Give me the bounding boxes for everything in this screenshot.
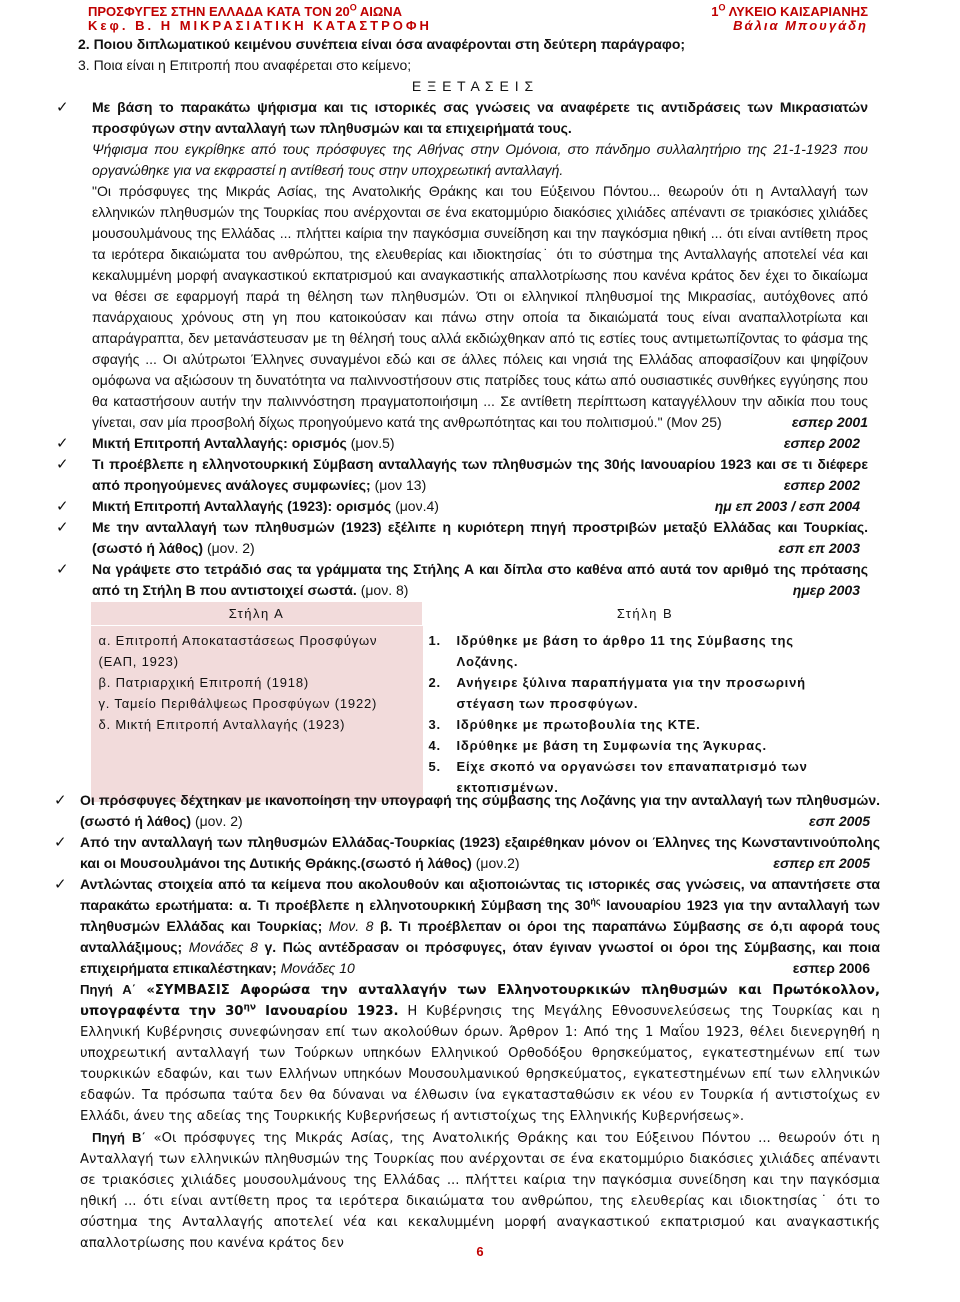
column-b-item: 4. Ιδρύθηκε με βάση τη Συμφωνία της Άγκυρας. — [428, 738, 767, 753]
check-icon: ✓ — [56, 561, 69, 578]
source-b — [58, 1127, 880, 1254]
exam-item-2: ✓ Μικτή Επιτροπή Ανταλλαγής: ορισμός (μον.5) εσπερ 2002 — [56, 435, 860, 452]
exam-tag: εσπερ 2006 — [792, 960, 870, 976]
document-body-lower — [54, 790, 881, 1254]
source-b-label: Πηγή Β΄ — [92, 1130, 146, 1145]
item-question: Με βάση το παρακάτω ψήφισμα και τις ιστορικές σας γνώσεις να αναφέρετε τις αντιδράσεις των Μικρασιατών προσφύγων στην ανταλλαγή των πληθυσμών και τα επιχειρήματά τους. — [92, 99, 868, 136]
check-icon: ✓ — [56, 519, 69, 536]
check-icon: ✓ — [54, 834, 67, 851]
exam-item-6: ✓ Να γράψετε στο τετράδιό σας τα γράμματα της Στήλης Α και δίπλα στο καθένα από αυτά τον αριθμό της πρότασης από τη Στήλη Β που αντιστοιχεί σωστά. (μον. 8) ημερ 2003 — [78, 559, 868, 601]
column-b-item: 3. Ιδρύθηκε με πρωτοβουλία της ΚΤΕ. — [428, 717, 701, 732]
exam-tag: ημερ 2003 — [792, 582, 860, 598]
column-b-header: Στήλη Β — [423, 602, 868, 626]
source-a-label: Πηγή Α΄ — [80, 982, 137, 997]
check-icon: ✓ — [56, 435, 69, 452]
column-b-list — [423, 626, 868, 803]
column-a-item: γ. Ταμείο Περιθάλψεως Προσφύγων (1922) — [98, 696, 378, 711]
exam-item-8: ✓ Από την ανταλλαγή των πληθυσμών Ελλάδας-Τουρκίας (1923) εξαιρέθηκαν μόνον οι Έλληνες της Κωνσταντινούπολης και οι Μουσουλμάνοι της Δυτικής Θράκης.(σωστό ή λάθος) (μον.2) εσπερ επ 2005 — [58, 832, 880, 874]
column-a-item: δ. Μικτή Επιτροπή Ανταλλαγής (1923) — [98, 717, 346, 732]
column-a-item: β. Πατριαρχική Επιτροπή (1918) — [98, 675, 309, 690]
exam-tag: ημ επ 2003 / εσπ 2004 — [714, 498, 860, 514]
column-b-item: 1. Ιδρύθηκε με βάση το άρθρο 11 της Σύμβασης της Λοζάνης. — [428, 633, 794, 669]
document-body — [56, 34, 868, 802]
exam-tag: εσπερ 2002 — [783, 435, 860, 451]
exam-item-7: ✓ Οι πρόσφυγες δέχτηκαν με ικανοποίηση την υπογραφή της σύμβασης της Λοζάνης για την ανταλλαγή των πληθυσμών. (σωστό ή λάθος) (μον. 2) εσπ 2005 — [58, 790, 880, 832]
exam-tag: εσπερ επ 2005 — [773, 855, 870, 871]
source-a: Πηγή Α΄ «ΣΥΜΒΑΣΙΣ Αφορώσα την ανταλλαγήν των Ελληνοτουρκικών πληθυσμών και Πρωτόκολλον, υπογραφέντα την $30^{\eta\nu}$ Ιανουαρίου 1923. Η Κυβέρνησις της Μεγάλης Εθνοσυνελεύσεως της Τουρκίας και η Ελληνική Κυβέρνησις συνεφώνησαν επί των ακολούθων όρων. Άρθρον 1: Από της 1 Μαΐου 1923, θέλει διενεργηθή η υποχρεωτική ανταλλαγή των Τούρκων υπηκόων Ελληνικού Ορθοδόξου θρησκεύματος, εγκατεστημένων επί των τουρκικών εδαφών, και των Ελλήνων υπηκόων Μουσουλμανικού θρησκεύματος, εγκατεστημένων επί των ελληνικών εδαφών. Τα πρόσωπα ταύτα δεν θα δύναναι να έλθωσιν ίνα εγκατασταθώσιν εκ νέου εν Τουρκία ή αντιστοίχως εν Ελλάδι, άνευ της αδείας της Τουρκικής Κυβερνήσεως ή αντιστοίχως της Ελληνικής Κυβερνήσεως». — [80, 982, 880, 1124]
exam-tag: εσπερ 2001 — [791, 414, 868, 430]
question-2: 2. Ποιου διπλωματικού κειμένου συνέπεια είναι όσα αναφέρονται στη δεύτερη παράγραφο; — [78, 36, 686, 52]
column-a-header: Στήλη Α — [91, 602, 423, 626]
check-icon: ✓ — [56, 456, 69, 473]
check-icon: ✓ — [56, 498, 69, 515]
exam-item-9: ✓ Αντλώντας στοιχεία από τα κείμενα που ακολουθούν και αξιοποιώντας τις ιστορικές σας γνώσεις, να απαντήσετε στα παρακάτω ερωτήματα: α. Τι προέβλεπε η ελληνοτουρκική Σύμβαση της $30^{ή\varsigma}$ Ιανουαρίου 1923 για την ανταλλαγή των πληθυσμών Ελλάδας και Τουρκίας; Μον. 8 β. Τι προέβλεπαν οι όροι της παραπάνω Σύμβασης σε ό,τι αφορά τους ανταλλάξιμους; Μονάδες 8 γ. Πώς αντέδρασαν οι πρόσφυγες, όταν έγιναν γνωστοί οι όροι της Σύμβασης, και ποια επιχειρήματα επικαλέστηκαν; Μονάδες 10 εσπερ 2006 — [58, 874, 880, 979]
column-a-item: α. Επιτροπή Αποκαταστάσεως Προσφύγων (ΕΑΠ, 1923) — [98, 633, 378, 669]
source-a-text: Η Κυβέρνησις της Μεγάλης Εθνοσυνελεύσεως της Τουρκίας και η Ελληνική Κυβέρνησις συνεφώνησαν επί των ακολούθων όρων. Άρθρον 1: Από της 1 Μαΐου 1923, θέλει διενεργηθή η υποχρεωτική ανταλλαγή των Τούρκων υπηκόων Ελληνικού Ορθοδόξου θρησκεύματος, εγκατεστημένων επί των τουρκικών εδαφών, και των Ελλήνων υπηκόων Μουσουλμανικού θρησκεύματος, εγκατεστημένων επί των ελληνικών εδαφών. Τα πρόσωπα ταύτα δεν θα δύναναι να έλθωσιν ίνα εγκατασταθώσιν εκ νέου εν Τουρκία ή αντιστοίχως εν Ελλάδι, άνευ της αδείας της Τουρκικής Κυβερνήσεως ή αντιστοίχως της Ελληνικής Κυβερνήσεως». — [80, 1004, 880, 1124]
header-author: Βάλια Μπουγάδη — [733, 18, 868, 33]
source-b-text: «Οι πρόσφυγες της Μικράς Ασίας, της Ανατολικής Θράκης και του Εύξεινου Πόντου ... θεωρούν ότι η Ανταλλαγή των ελληνικών πληθυσμών της Τουρκίας που ανέρχονται σε ένα εκατομμύριο διακόσιες χιλιάδες απέναντι σε τριακόσιες χιλιάδες μουσουλμάνους της Ελλάδας ... πλήττει καίρια την παγκόσμια συνείδηση και την παγκόσμια ηθική ... ότι είναι αντίθετη προς τα ιερότερα δικαιώματα του ανθρώπου, της ελευθερίας και ιδιοκτησίας˙ ότι το σύστημα της Ανταλλαγής αποτελεί νέα και κεκαλυμμένη μορφή αναγκαστικού εκπατρισμού και αναγκαστικής απαλλοτρίωσης που κανένα κράτος δεν — [80, 1131, 880, 1251]
exam-item-1 — [56, 97, 868, 433]
header-chapter: Κεφ. Β. Η ΜΙΚΡΑΣΙΑΤΙΚΗ ΚΑΤΑΣΤΡΟΦΗ — [88, 18, 432, 33]
exam-tag: εσπερ 2002 — [783, 477, 860, 493]
header-school: $1^O$ ΛΥΚΕΙΟ ΚΑΙΣΑΡΙΑΝΗΣ — [711, 2, 868, 19]
column-a-list — [91, 626, 423, 803]
check-icon: ✓ — [54, 876, 67, 893]
item-quote: "Οι πρόσφυγες της Μικράς Ασίας, της Ανατολικής Θράκης και του Εύξεινου Πόντου... θεωρούν ότι η Ανταλλαγή των ελληνικών πληθυσμών της Τουρκίας που ανέρχονται σε ένα εκατομμύριο διακόσιες χιλιάδες απέναντι σε τριακόσιες χιλιάδες μουσουλμάνους της Ελλάδας ... πλήττει καίρια την παγκόσμια συνείδηση και την παγκόσμια ηθική ... ότι είναι αντίθετη προς τα ιερότερα δικαιώματα του ανθρώπου, της ελευθερίας και ιδιοκτησίας˙ ότι το σύστημα της Ανταλλαγής αποτελεί νέα και κεκαλυμμένη μορφή αναγκαστικού εκπατρισμού και αναγκαστικής απαλλοτρίωσης που κανένα κράτος δεν έχει το δικαίωμα να θέσει σε εφαρμογή παρά τη θέληση των πληθυσμών. Ότι οι ελληνικοί πληθυσμοί της Μικρασίας, αυτόχθονες από πανάρχαιους χρόνους στη γη που κατοικούσαν και πάνω στην οποία τα δικαιώματά τους είναι αναπαλλοτρίωτα και απαράγραπτα, δεν μετανάστευσαν με τη θέλησή τους αλλά εκδιώχθηκαν από τις εστίες τους αντιμετωπίζοντας το φάσμα της σφαγής ... Οι αλύτρωτοι Έλληνες συναγμένοι εδώ και σε άλλες πόλεις και νησιά της Ελλάδας αποφασίζουν και ψηφίζουν ομόφωνα να αξιώσουν τη δυνατότητα να παλιννοστήσουν στις πατρίδες τους κάτω από ουσιαστικές συνθήκες εγγύησης που θα καταστήσουν αυτήν την παλιννόστηση πραγματοποιήσιμη ... Σε αντίθετη περίπτωση καταγγέλλουν την αδικία που τους γίνεται, σαν μία προσβολή δίχως προηγούμενο κατά της ανθρωπότητας και του πολιτισμού." (Μον 25) εσπερ 2001 — [92, 181, 868, 433]
exam-item-5: ✓ Με την ανταλλαγή των πληθυσμών (1923) εξέλιπε η κυριότερη πηγή προστριβών μεταξύ Ελλάδας και Τουρκίας.(σωστό ή λάθος) (μον. 2) εσπ επ 2003 — [78, 517, 868, 559]
page-number: 6 — [476, 1244, 484, 1259]
exam-item-4: ✓ Μικτή Επιτροπή Ανταλλαγής (1923): ορισμός (μον.4) ημ επ 2003 / εσπ 2004 — [56, 498, 860, 515]
exam-tag: εσπ επ 2003 — [778, 540, 860, 556]
column-b-item: 5. Είχε σκοπό να οργανώσει τον επαναπατρισμό των εκτοπισμένων. — [428, 759, 808, 795]
section-title: Ε Ξ Ε Τ Α Σ Ε Ι Σ — [411, 78, 535, 94]
column-b-item: 2. Ανήγειρε ξύλινα παραπήγματα για την προσωρινή στέγαση των προσφύγων. — [428, 675, 806, 711]
question-3: 3. Ποια είναι η Επιτροπή που αναφέρεται στο κείμενο; — [78, 57, 412, 73]
item-italic-intro: Ψήφισμα που εγκρίθηκε από τους πρόσφυγες της Αθήνας στην Ομόνοια, στο πάνδημο συλλαλητήριο της 21-1-1923 που οργανώθηκε για να εκφραστεί η αντίθεσή τους στην υποχρεωτική ανταλλαγή. — [92, 141, 868, 178]
check-icon: ✓ — [56, 99, 69, 116]
exam-tag: εσπ 2005 — [809, 813, 870, 829]
check-icon: ✓ — [54, 792, 67, 809]
exam-item-3: ✓ Τι προέβλεπε η ελληνοτουρκική Σύμβαση ανταλλαγής των πληθυσμών της 30ής Ιανουαρίου 1923 και σε τι διέφερε από προηγούμενες ανάλογες συμφωνίες; (μον 13) εσπερ 2002 — [78, 454, 868, 496]
header-course-title: ΠΡΟΣΦΥΓΕΣ ΣΤΗΝ ΕΛΛΑΔΑ ΚΑΤΑ ΤΟΝ $20^O$ ΑΙΩΝΑ — [88, 2, 403, 19]
matching-table — [90, 601, 868, 802]
